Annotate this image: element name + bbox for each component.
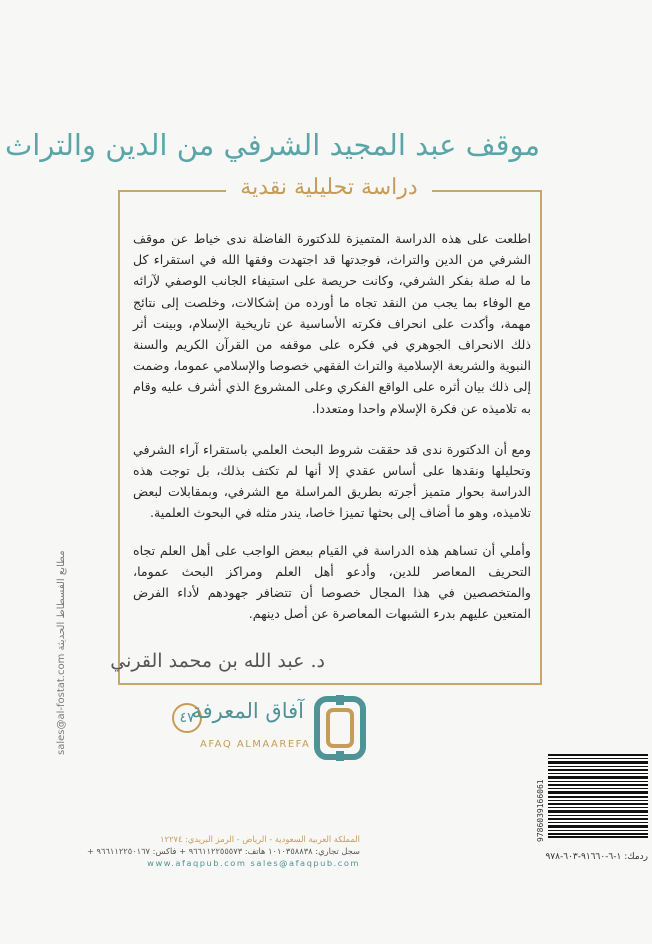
book-subtitle: دراسة تحليلية نقدية: [226, 175, 432, 200]
publisher-name-ar: آفاق المعرفة: [191, 699, 304, 723]
isbn-label: ردمك: ١-٦-٩١٦٦٠-٦٠٣-٩٧٨: [545, 852, 648, 862]
printer-side-text: sales@al-fostat.com مطابع الفسطاط الحديثة: [56, 550, 67, 755]
contact-web: www.afaqpub.com sales@afaqpub.com: [147, 858, 360, 868]
contact-address: المملكة العربية السعودية - الرياض - الرمز البريدي: ١٢٢٧٤: [160, 834, 360, 844]
publisher-contact: [86, 833, 360, 869]
contact-registry: سجل تجاري: ١٠١٠٣٥٨٨٣٨ هاتف: ٩٦٦١١٢٢٥٥٥٧٣ + فاكس: ٩٦٦١١٢٢٥٠١٦٧ +: [86, 846, 360, 856]
author-signature: د. عبد الله بن محمد القرني: [110, 650, 325, 672]
review-paragraph-2: ومع أن الدكتورة ندى قد حققت شروط البحث العلمي باستقراء آراء الشرفي وتحليلها ونقدها على أساس عقدي إلا أنها لم تكتف بذلك، بل توجت هذه الدراسة بحوار متميز أجرته بطريق المراسلة مع الشرفي، وبمقابلات لبعض تلاميذه، وهو ما أضاف إلى بحثها تميزا خاصا، يندر مثله في البحوث العلمية.: [133, 441, 531, 521]
publisher-emblem-icon: [311, 693, 369, 763]
review-paragraph-3: وأملي أن تساهم هذه الدراسة في القيام ببعض الواجب على أهل العلم تجاه التحريف المعاصر للدين، وأدعو أهل العلم ومراكز البحث عموما، والمتخصصين في هذا المجال خصوصا أن تتضافر جهودهم لأداء الفرض المتعين عليهم بدرء الشبهات المعاصرة عن أصل دينهم.: [133, 542, 531, 622]
publisher-logo: [168, 693, 378, 773]
series-number-badge: ٤٧: [172, 703, 202, 733]
barcode-number: 9786039166061: [536, 779, 545, 842]
publisher-name-en: AFAQ ALMAAREFA: [200, 739, 311, 750]
review-text: [133, 228, 531, 636]
book-title: موقف عبد المجيد الشرفي من الدين والتراث: [4, 128, 540, 162]
barcode: [548, 754, 648, 838]
review-paragraph-1: اطلعت على هذه الدراسة المتميزة للدكتورة الفاضلة ندى خياط عن موقف الشرفي من الدين والتراث، فوجدتها قد اجتهدت وفقها الله في استقراء كل ما له صلة بفكر الشرفي، وكانت حريصة على استيفاء الجانب الوصفي لآرائه مع الوفاء بما يجب من النقد تجاه ما أورده من إشكالات، وخلصت إلى نتائج مهمة، وأكدت على انحراف فكرته الأساسية عن تاريخية الإسلام، وبينت أثر ذلك الانحراف الجوهري في فكره على موقفه من القرآن الكريم والسنة النبوية والشريعة الإسلامية والتراث الفقهي خصوصا والإسلامي عموما، وضمت إلى ذلك بيان أثره على الواقع الفكري وعلى المشروع الذي أشرف عليه وقام به تلاميذه عن فكرة الإسلام واحدا ومتعددا.: [133, 231, 531, 416]
